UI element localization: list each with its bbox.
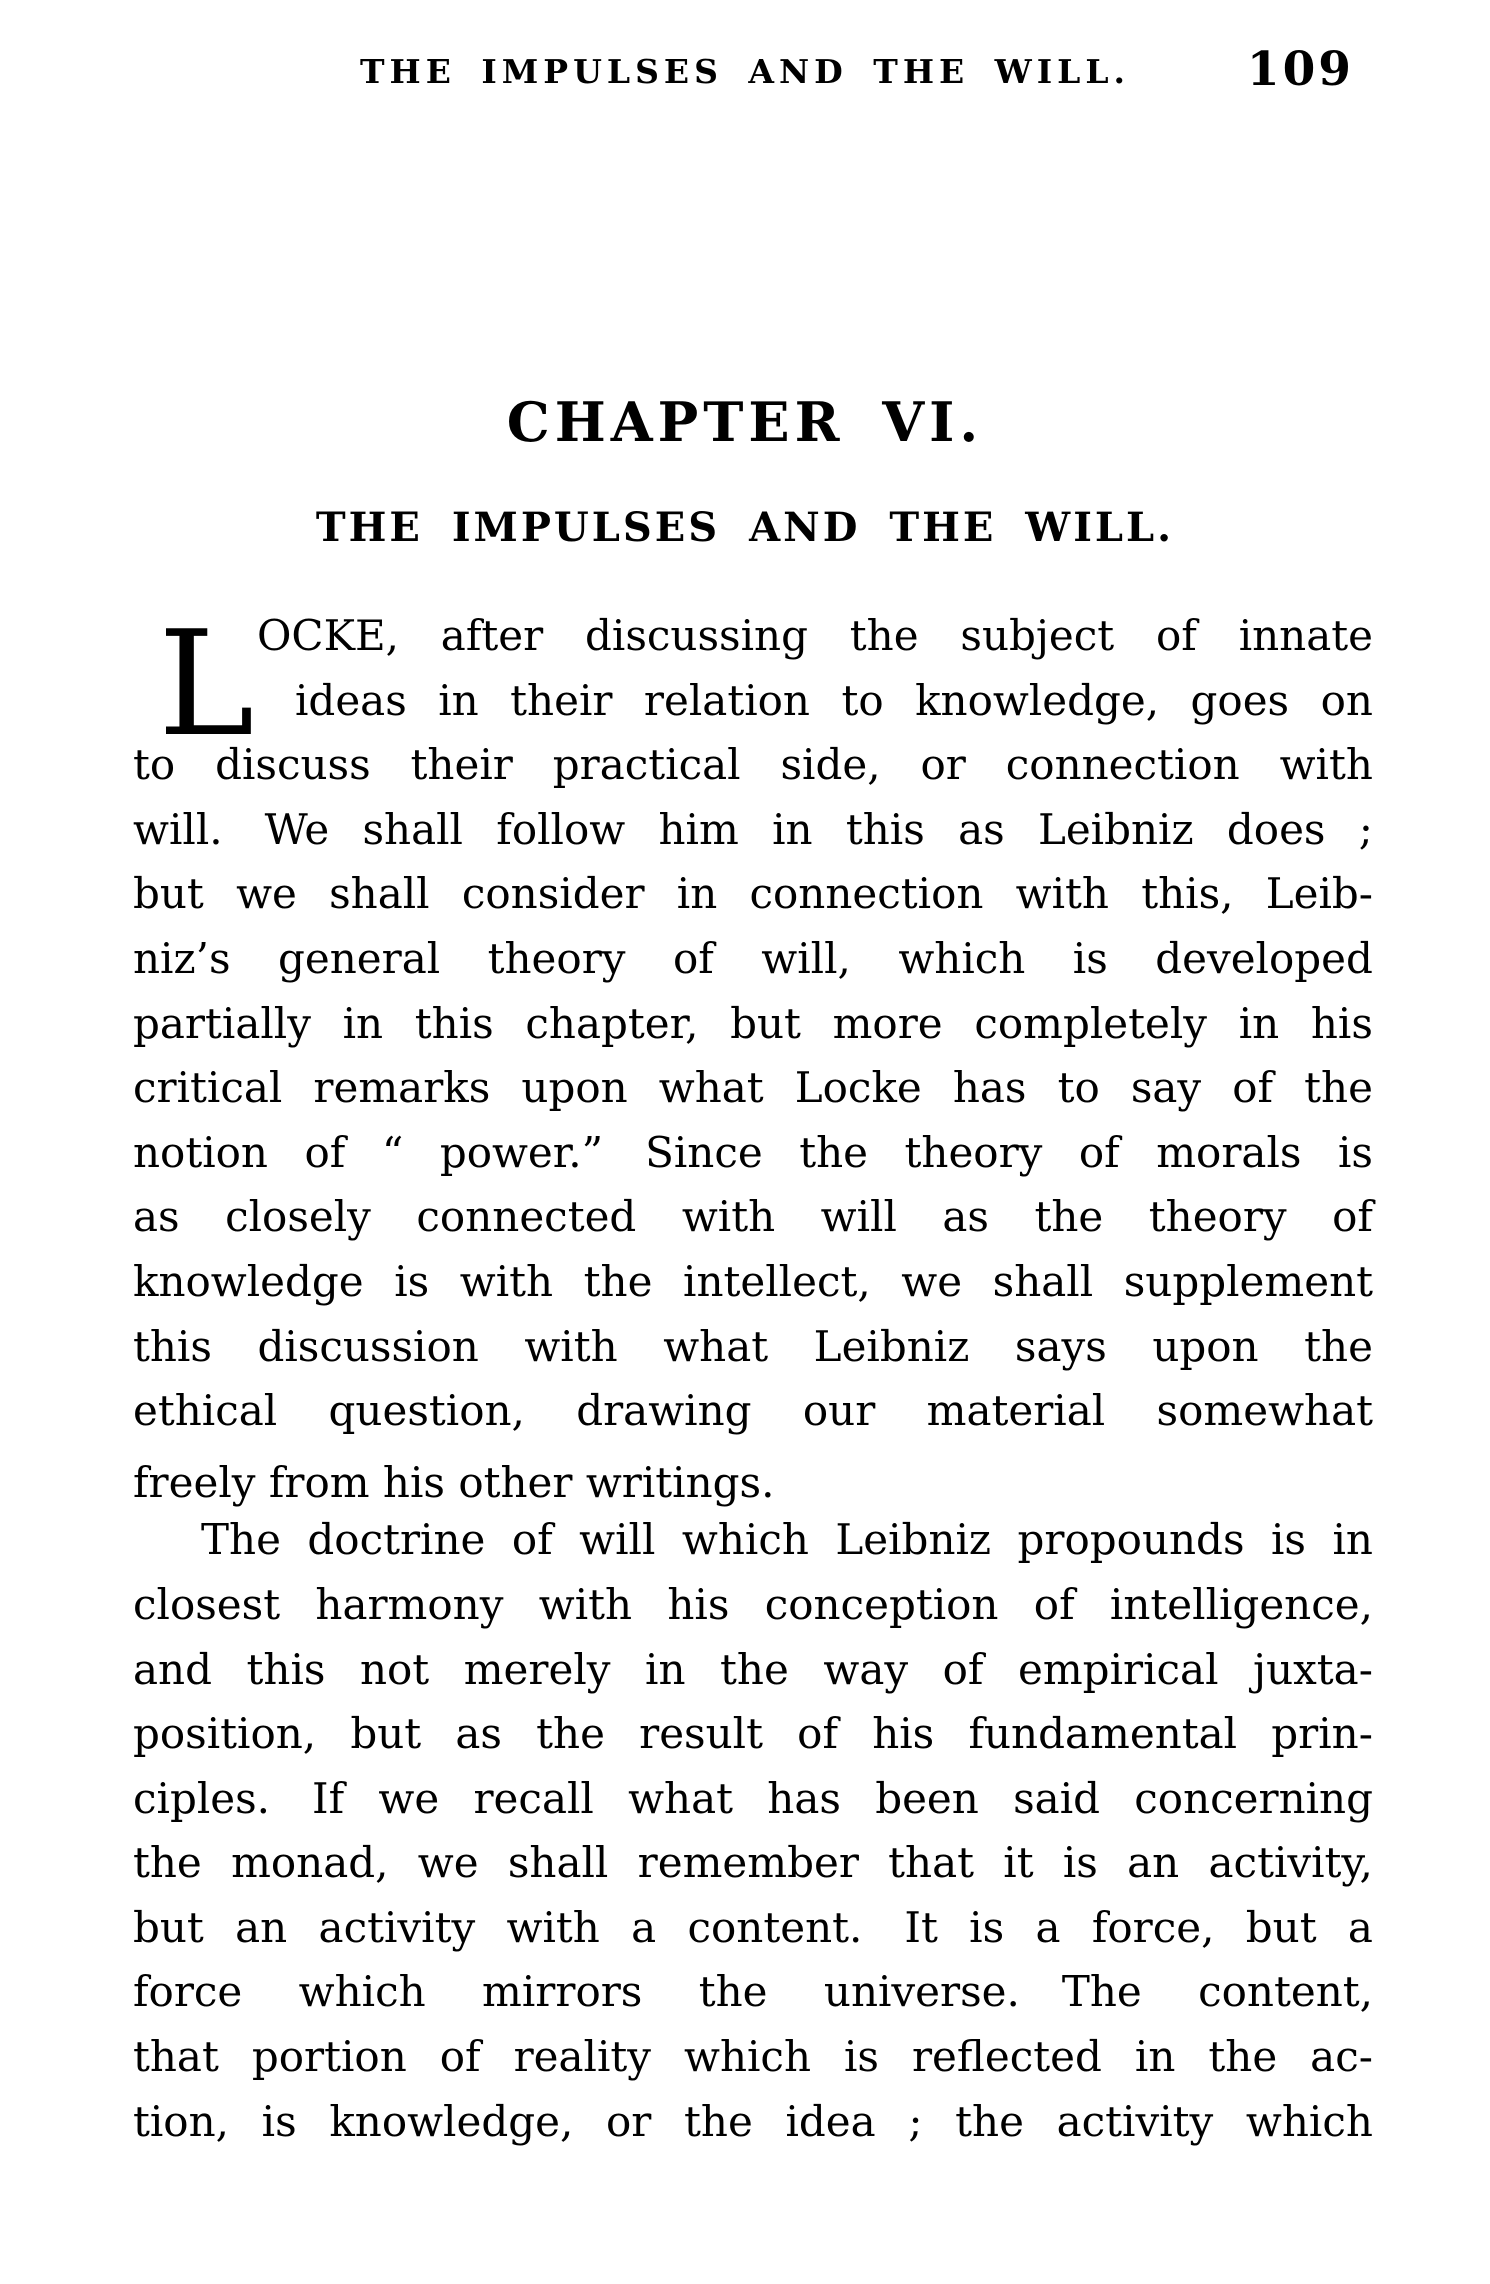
body-line: force which mirrors the universe. The content,: [133, 1967, 1373, 2017]
drop-cap-letter: L: [158, 600, 255, 769]
body-line: niz’s general theory of will, which is developed: [133, 933, 1373, 983]
body-line: OCKE, after discussing the subject of innate: [257, 611, 1373, 660]
page-number: 109: [1246, 42, 1354, 97]
body-line: closest harmony with his conception of intelligence,: [133, 1579, 1373, 1629]
body-line: the monad, we shall remember that it is an activity,: [133, 1838, 1373, 1888]
body-line: The doctrine of will which Leibniz propounds is in: [201, 1515, 1373, 1565]
body-line: that portion of reality which is reflected in the ac-: [133, 2032, 1373, 2082]
body-line: ethical question, drawing our material somewhat: [133, 1386, 1373, 1436]
body-line: will. We shall follow him in this as Leibniz does ;: [133, 804, 1373, 854]
body-line: notion of “ power.” Since the theory of morals is: [133, 1127, 1373, 1177]
body-line: tion, is knowledge, or the idea ; the activity which: [133, 2096, 1373, 2146]
section-heading: THE IMPULSES AND THE WILL.: [315, 504, 1175, 551]
body-line: ideas in their relation to knowledge, goes on: [295, 675, 1373, 725]
running-header-title: THE IMPULSES AND THE WILL.: [359, 52, 1131, 91]
chapter-heading: CHAPTER VI.: [506, 390, 984, 454]
body-line: ciples. If we recall what has been said concerning: [133, 1773, 1373, 1823]
body-line: and this not merely in the way of empirical juxta-: [133, 1644, 1373, 1694]
body-line: but an activity with a content. It is a force, but a: [133, 1902, 1373, 1952]
body-line: freely from his other writings.: [133, 1457, 775, 1507]
body-line: to discuss their practical side, or connection with: [133, 740, 1373, 790]
body-line: partially in this chapter, but more completely in his: [133, 998, 1373, 1048]
body-line: critical remarks upon what Locke has to say of the: [133, 1063, 1373, 1113]
body-line: position, but as the result of his fundamental prin-: [133, 1709, 1373, 1759]
body-line: but we shall consider in connection with this, Leib-: [133, 869, 1373, 919]
body-line: knowledge is with the intellect, we shall supplement: [133, 1256, 1373, 1306]
body-text: [133, 600, 1373, 2161]
body-line: as closely connected with will as the theory of: [133, 1192, 1373, 1242]
body-line: this discussion with what Leibniz says upon the: [133, 1321, 1373, 1371]
